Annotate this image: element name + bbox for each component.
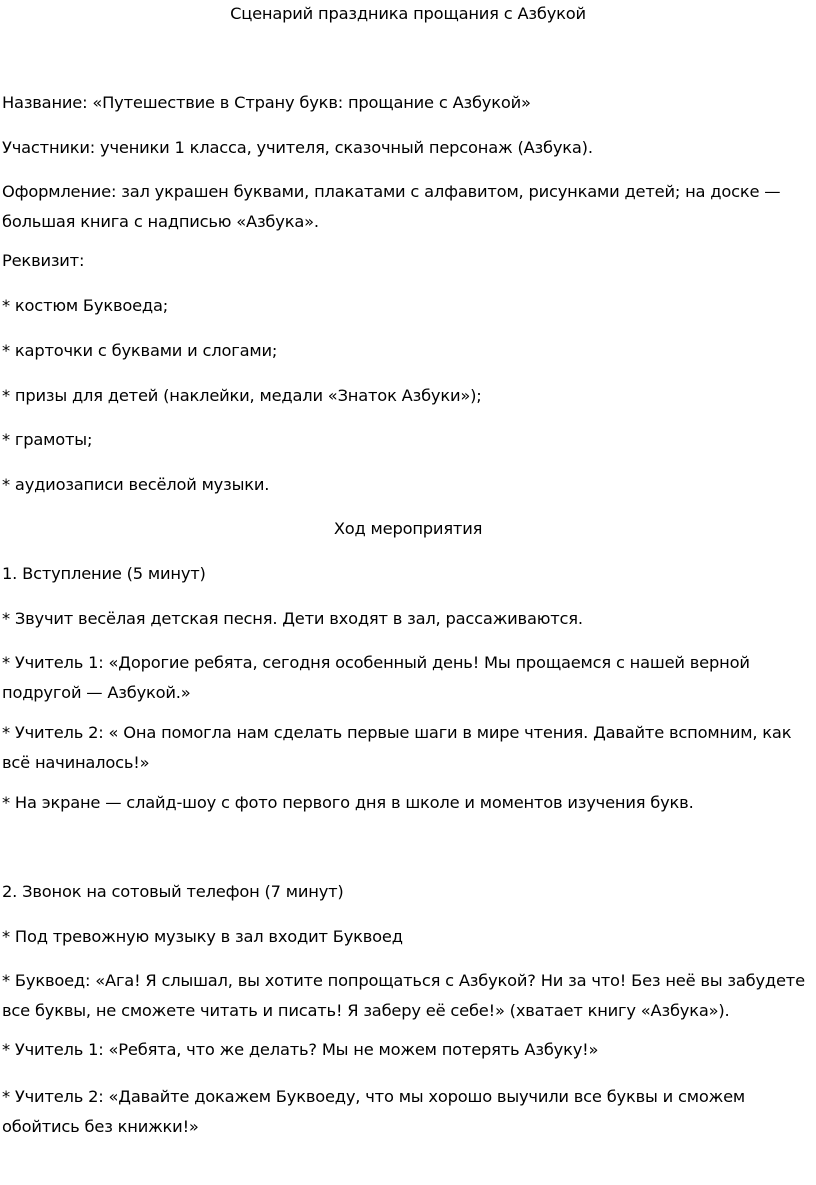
document-title: Сценарий праздника прощания с Азбукой xyxy=(230,4,586,23)
list-item-certificates: * грамоты; xyxy=(2,430,93,449)
list-item-cards: * карточки с буквами и слогами; xyxy=(2,341,278,360)
section-intro-heading: 1. Вступление (5 минут) xyxy=(2,564,206,583)
section-phone-call-heading: 2. Звонок на сотовый телефон (7 минут) xyxy=(2,882,344,901)
list-item-teacher1-intro: * Учитель 1: «Дорогие ребята, сегодня особенный день! Мы прощаемся с нашей верной подругой — Азбукой.» xyxy=(2,653,750,702)
list-item-teacher2-intro: * Учитель 2: « Она помогла нам сделать первые шаги в мире чтения. Давайте вспомним, как всё начиналось!» xyxy=(2,723,792,772)
paragraph-name: Название: «Путешествие в Страну букв: прощание с Азбукой» xyxy=(2,93,531,112)
paragraph-decoration: Оформление: зал украшен буквами, плакатами с алфавитом, рисунками детей; на доске — большая книга с надписью «Азбука». xyxy=(2,182,781,231)
list-item-song: * Звучит весёлая детская песня. Дети входят в зал, рассаживаются. xyxy=(2,609,583,628)
list-item-costume: * костюм Буквоеда; xyxy=(2,296,169,315)
list-item-prizes: * призы для детей (наклейки, медали «Знаток Азбуки»); xyxy=(2,386,482,405)
list-item-teacher1-question: * Учитель 1: «Ребята, что же делать? Мы не можем потерять Азбуку!» xyxy=(2,1040,599,1059)
list-item-bukvoed-enters: * Под тревожную музыку в зал входит Буквоед xyxy=(2,927,403,946)
list-item-audio: * аудиозаписи весёлой музыки. xyxy=(2,475,270,494)
list-item-teacher2-answer: * Учитель 2: «Давайте докажем Буквоеду, что мы хорошо выучили все буквы и сможем обойтись без книжки!» xyxy=(2,1087,745,1136)
paragraph-props-heading: Реквизит: xyxy=(2,251,85,270)
paragraph-participants: Участники: ученики 1 класса, учителя, сказочный персонаж (Азбука). xyxy=(2,138,593,157)
section-heading-event-flow: Ход мероприятия xyxy=(333,519,483,538)
list-item-slideshow: * На экране — слайд-шоу с фото первого дня в школе и моментов изучения букв. xyxy=(2,793,694,812)
list-item-bukvoed-speech: * Буквоед: «Ага! Я слышал, вы хотите попрощаться с Азбукой? Ни за что! Без неё вы забудете все буквы, не сможете читать и писать! Я заберу её себе!» (хватает книгу «Азбука»). xyxy=(2,971,805,1020)
